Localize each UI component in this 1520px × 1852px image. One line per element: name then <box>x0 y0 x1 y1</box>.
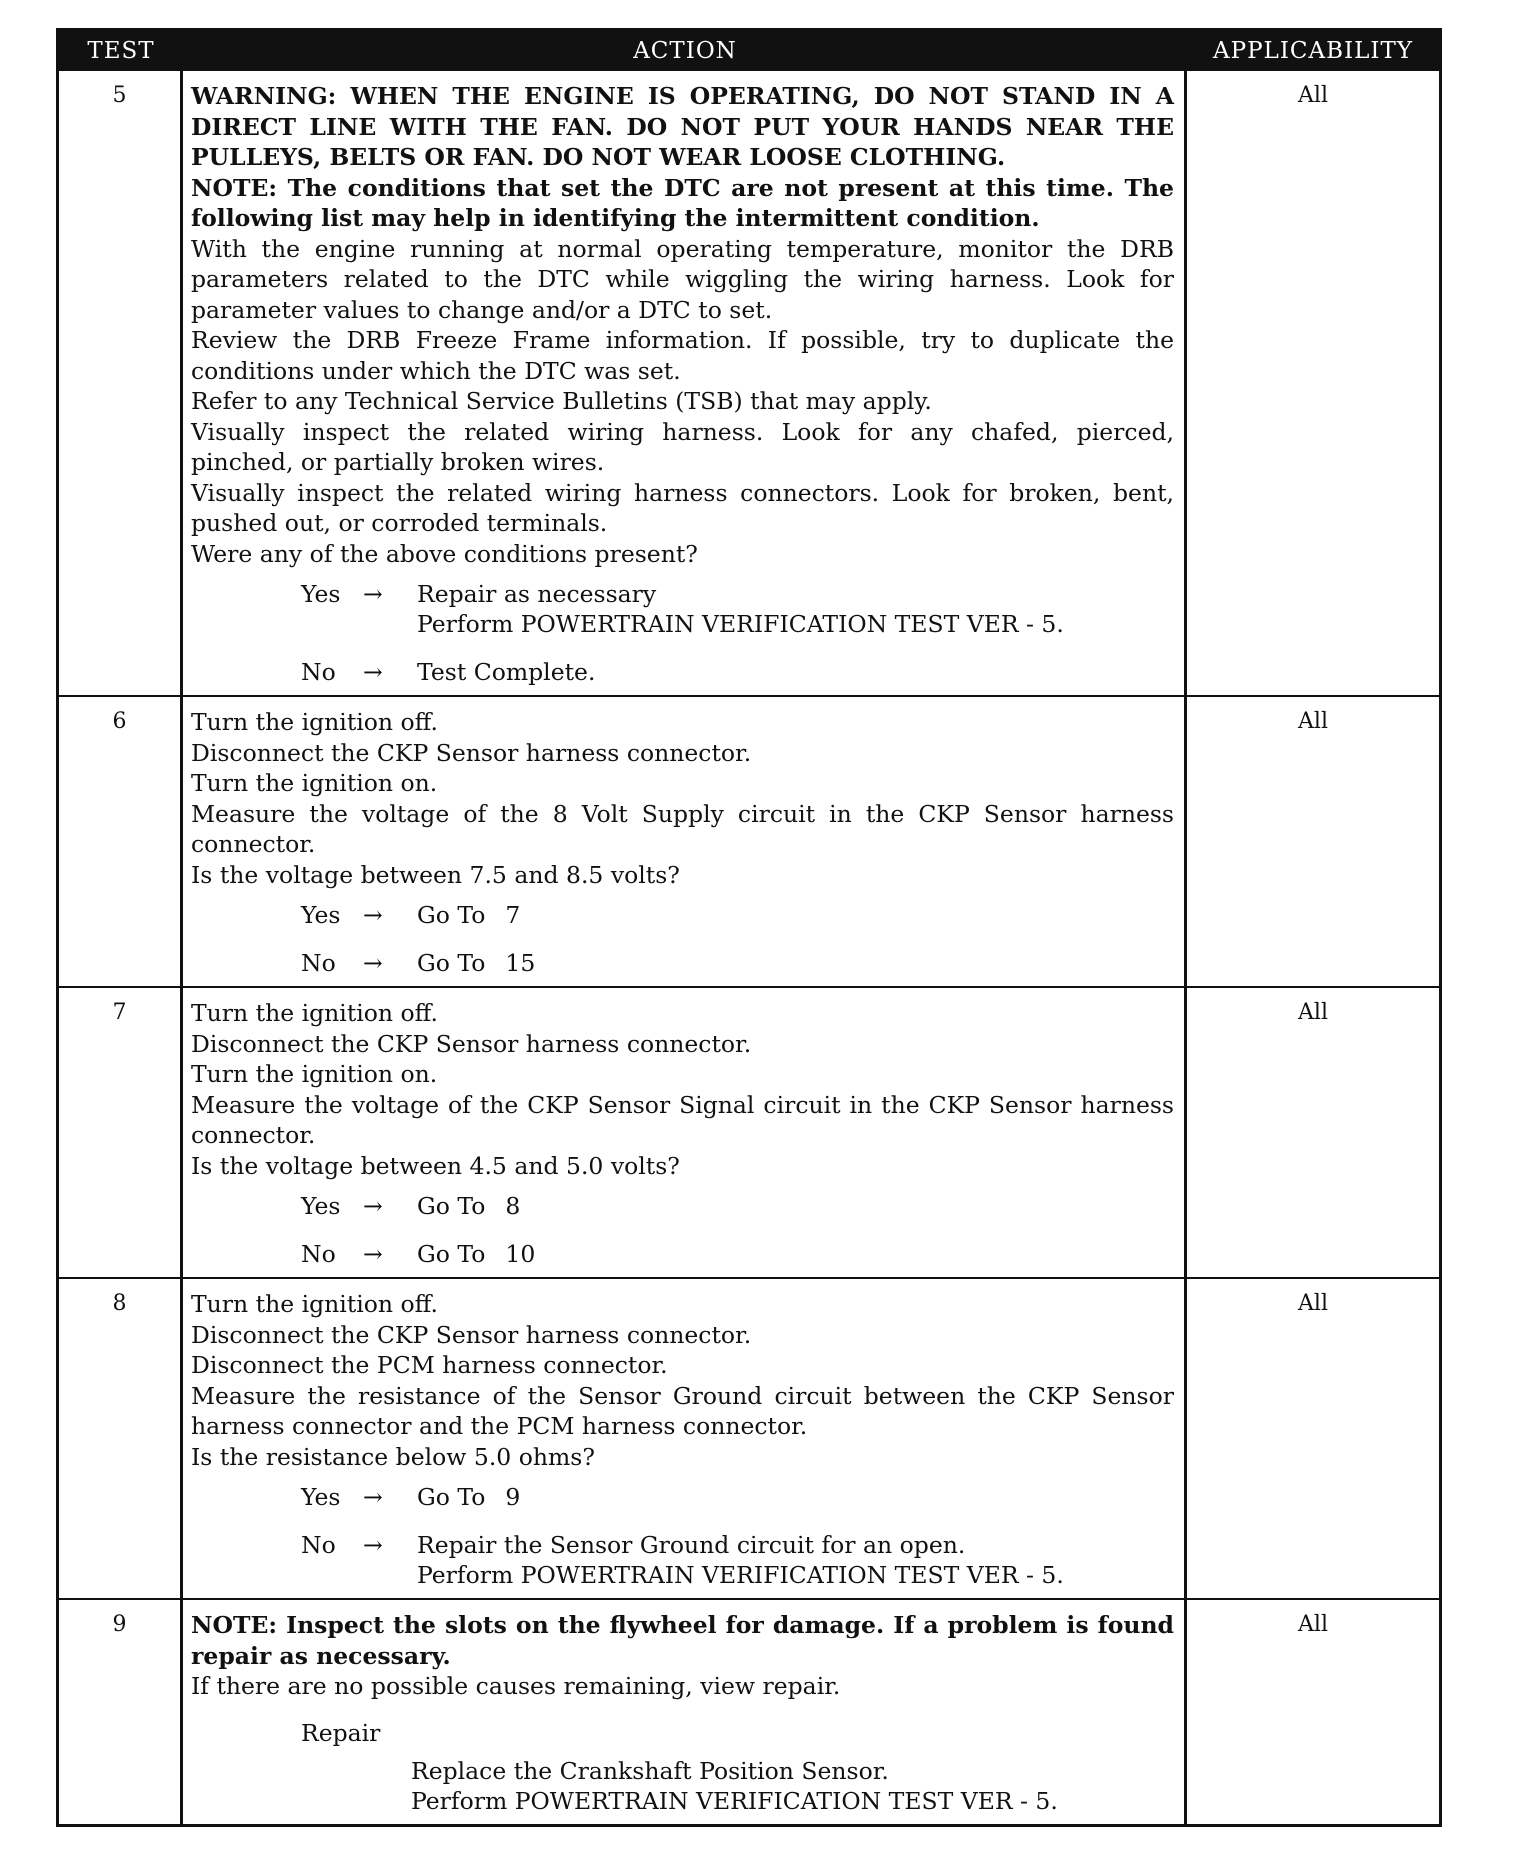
arrow-icon: → <box>363 658 383 686</box>
diagnostic-test-table <box>56 28 1442 1827</box>
applicability-value: All <box>1298 1612 1328 1637</box>
arrow-icon: → <box>363 1531 383 1559</box>
action-step: Turn the ignition off. <box>191 999 439 1027</box>
note-text: NOTE: The conditions that set the DTC are not present at this time. The following list may help in identifying the intermittent condition. <box>191 173 1174 232</box>
table-row <box>59 1277 1439 1598</box>
repair-block <box>301 1718 1174 1816</box>
repair-label: Repair <box>301 1718 381 1747</box>
action-step: Were any of the above conditions present? <box>191 539 698 568</box>
outcome-label: Yes <box>301 901 341 929</box>
goto-text: Go To <box>417 949 486 977</box>
goto-step-number: 15 <box>505 949 536 977</box>
applicability-value: All <box>1298 83 1328 108</box>
goto-text: Go To <box>417 1240 486 1268</box>
outcome-list <box>191 1191 1174 1269</box>
outcome-line: Perform POWERTRAIN VERIFICATION TEST VER - 5. <box>417 610 1064 638</box>
outcome-result <box>417 1191 1174 1221</box>
table-row <box>59 986 1439 1277</box>
outcome-list <box>191 900 1174 978</box>
applicability-value: All <box>1298 709 1328 734</box>
goto-text: Go To <box>417 1483 486 1511</box>
action-cell <box>183 697 1187 986</box>
action-step: With the engine running at normal operating temperature, monitor the DRB parameters related to the DTC while wiggling the wiring harness. Look for parameter values to change and/or a DTC to set. <box>191 234 1174 324</box>
goto-text: Go To <box>417 901 486 929</box>
outcome-label: Yes <box>301 580 341 608</box>
outcome-line: Repair as necessary <box>417 580 657 608</box>
action-step: Is the resistance below 5.0 ohms? <box>191 1442 595 1471</box>
action-step: Measure the voltage of the CKP Sensor Signal circuit in the CKP Sensor harness connector. <box>191 1090 1174 1149</box>
repair-line: Replace the Crankshaft Position Sensor. <box>411 1756 889 1785</box>
outcome-result <box>417 948 1174 978</box>
action-step: Turn the ignition on. <box>191 769 438 797</box>
outcome-result <box>417 1530 1174 1590</box>
table-row <box>59 1598 1439 1824</box>
repair-steps <box>411 1756 1174 1816</box>
outcome-list <box>191 579 1174 687</box>
test-number: 9 <box>59 1600 183 1824</box>
action-step: Measure the resistance of the Sensor Ground circuit between the CKP Sensor harness connector and the PCM harness connector. <box>191 1381 1174 1440</box>
outcome-item <box>301 1530 1174 1590</box>
arrow-icon: → <box>363 580 383 608</box>
arrow-icon: → <box>363 949 383 977</box>
action-cell <box>183 71 1187 695</box>
outcome-label: No <box>301 1531 336 1559</box>
action-step: Disconnect the PCM harness connector. <box>191 1351 668 1379</box>
table-row <box>59 695 1439 986</box>
action-cell <box>183 1600 1187 1824</box>
goto-step-number: 9 <box>505 1483 521 1511</box>
outcome-label: No <box>301 1240 336 1268</box>
action-step: Turn the ignition off. <box>191 708 439 736</box>
arrow-icon: → <box>363 1192 383 1220</box>
outcome-line: Perform POWERTRAIN VERIFICATION TEST VER - 5. <box>417 1561 1064 1589</box>
test-number: 7 <box>59 988 183 1277</box>
arrow-icon: → <box>363 1240 383 1268</box>
header-test: TEST <box>87 38 155 64</box>
applicability-value: All <box>1298 1000 1328 1025</box>
outcome-item <box>301 948 1174 978</box>
outcome-result <box>417 579 1174 639</box>
outcome-item <box>301 900 1174 930</box>
test-number: 6 <box>59 697 183 986</box>
action-step: Measure the voltage of the 8 Volt Supply circuit in the CKP Sensor harness connector. <box>191 799 1174 858</box>
outcome-label: No <box>301 949 336 977</box>
test-number: 5 <box>59 71 183 695</box>
goto-text: Go To <box>417 1192 486 1220</box>
action-step: Is the voltage between 4.5 and 5.0 volts? <box>191 1151 680 1180</box>
outcome-item <box>301 579 1174 639</box>
outcome-line: Test Complete. <box>417 658 596 686</box>
outcome-label: Yes <box>301 1192 341 1220</box>
action-step: Is the voltage between 7.5 and 8.5 volts? <box>191 860 680 889</box>
table-body <box>59 71 1439 1824</box>
header-action: ACTION <box>633 38 737 64</box>
outcome-line: Repair the Sensor Ground circuit for an open. <box>417 1531 966 1559</box>
outcome-result <box>417 1239 1174 1269</box>
outcome-label: No <box>301 658 336 686</box>
note-text: WARNING: WHEN THE ENGINE IS OPERATING, DO NOT STAND IN A DIRECT LINE WITH THE FAN. DO NOT PUT YOUR HANDS NEAR THE PULLEYS, BELTS OR FAN. DO NOT WEAR LOOSE CLOTHING. <box>191 82 1174 171</box>
action-step: Disconnect the CKP Sensor harness connector. <box>191 1029 752 1058</box>
test-number: 8 <box>59 1279 183 1598</box>
action-step: Turn the ignition on. <box>191 1060 438 1088</box>
goto-step-number: 7 <box>505 901 521 929</box>
outcome-result <box>417 657 1174 687</box>
outcome-result <box>417 900 1174 930</box>
action-step: Review the DRB Freeze Frame information. If possible, try to duplicate the conditions under which the DTC was set. <box>191 326 1174 385</box>
action-step: Turn the ignition off. <box>191 1290 439 1318</box>
goto-step-number: 8 <box>505 1192 521 1220</box>
action-step: Disconnect the CKP Sensor harness connector. <box>191 738 752 767</box>
note-text: NOTE: Inspect the slots on the flywheel for damage. If a problem is found repair as necessary. <box>191 1611 1174 1670</box>
action-step: Visually inspect the related wiring harness. Look for any chafed, pierced, pinched, or partially broken wires. <box>191 417 1174 476</box>
applicability-value: All <box>1298 1291 1328 1316</box>
action-step: If there are no possible causes remaining, view repair. <box>191 1672 841 1700</box>
action-step: Disconnect the CKP Sensor harness connector. <box>191 1320 752 1349</box>
outcome-result <box>417 1482 1174 1512</box>
outcome-label: Yes <box>301 1483 341 1511</box>
outcome-list <box>191 1482 1174 1590</box>
table-header <box>59 31 1439 71</box>
outcome-item <box>301 1191 1174 1221</box>
arrow-icon: → <box>363 901 383 929</box>
table-row <box>59 71 1439 695</box>
action-cell <box>183 1279 1187 1598</box>
outcome-item <box>301 657 1174 687</box>
outcome-item <box>301 1239 1174 1269</box>
arrow-icon: → <box>363 1483 383 1511</box>
outcome-item <box>301 1482 1174 1512</box>
action-step: Refer to any Technical Service Bulletins (TSB) that may apply. <box>191 387 932 415</box>
header-applicability: APPLICABILITY <box>1213 38 1413 64</box>
action-step: Visually inspect the related wiring harness connectors. Look for broken, bent, pushed out, or corroded terminals. <box>191 478 1174 537</box>
repair-line: Perform POWERTRAIN VERIFICATION TEST VER - 5. <box>411 1786 1058 1815</box>
action-cell <box>183 988 1187 1277</box>
goto-step-number: 10 <box>505 1240 536 1268</box>
